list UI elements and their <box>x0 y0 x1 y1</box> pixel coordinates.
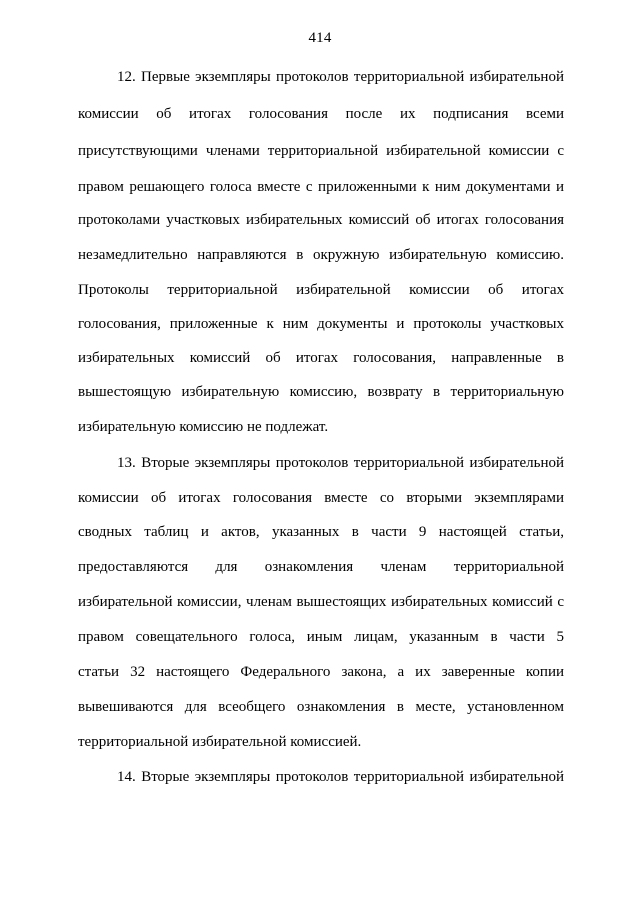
text-line: Протоколы территориальной избирательной комиссии об итогах <box>78 282 564 298</box>
text-line: 12. Первые экземпляры протоколов территориальной избирательной <box>117 69 564 85</box>
text-line: комиссии об итогах голосования после их подписания всеми <box>78 106 564 122</box>
text-line: правом решающего голоса вместе с приложенными к ним документами и <box>78 179 564 195</box>
text-line: протоколами участковых избирательных комиссий об итогах голосования <box>78 212 564 228</box>
text-line: 13. Вторые экземпляры протоколов территориальной избирательной <box>117 455 564 471</box>
text-line: незамедлительно направляются в окружную избирательную комиссию. <box>78 247 564 263</box>
text-line: вывешиваются для всеобщего ознакомления в месте, установленном <box>78 699 564 715</box>
text-line: избирательных комиссий об итогах голосования, направленные в <box>78 350 564 366</box>
text-line: голосования, приложенные к ним документы и протоколы участковых <box>78 316 564 332</box>
text-line: предоставляются для ознакомления членам территориальной <box>78 559 564 575</box>
text-line: вышестоящую избирательную комиссию, возврату в территориальную <box>78 384 564 400</box>
text-line: избирательную комиссию не подлежат. <box>78 419 329 435</box>
text-line: сводных таблиц и актов, указанных в части 9 настоящей статьи, <box>78 524 564 540</box>
text-line: присутствующими членами территориальной избирательной комиссии с <box>78 143 564 159</box>
text-line: избирательной комиссии, членам вышестоящих избирательных комиссий с <box>78 594 564 610</box>
text-line: правом совещательного голоса, иным лицам, указанным в части 5 <box>78 629 564 645</box>
text-line: территориальной избирательной комиссией. <box>78 734 362 750</box>
text-line: комиссии об итогах голосования вместе со вторыми экземплярами <box>78 490 564 506</box>
text-line: статьи 32 настоящего Федерального закона, а их заверенные копии <box>78 664 564 680</box>
text-line: 14. Вторые экземпляры протоколов территориальной избирательной <box>117 769 564 785</box>
page-number: 414 <box>308 30 332 46</box>
